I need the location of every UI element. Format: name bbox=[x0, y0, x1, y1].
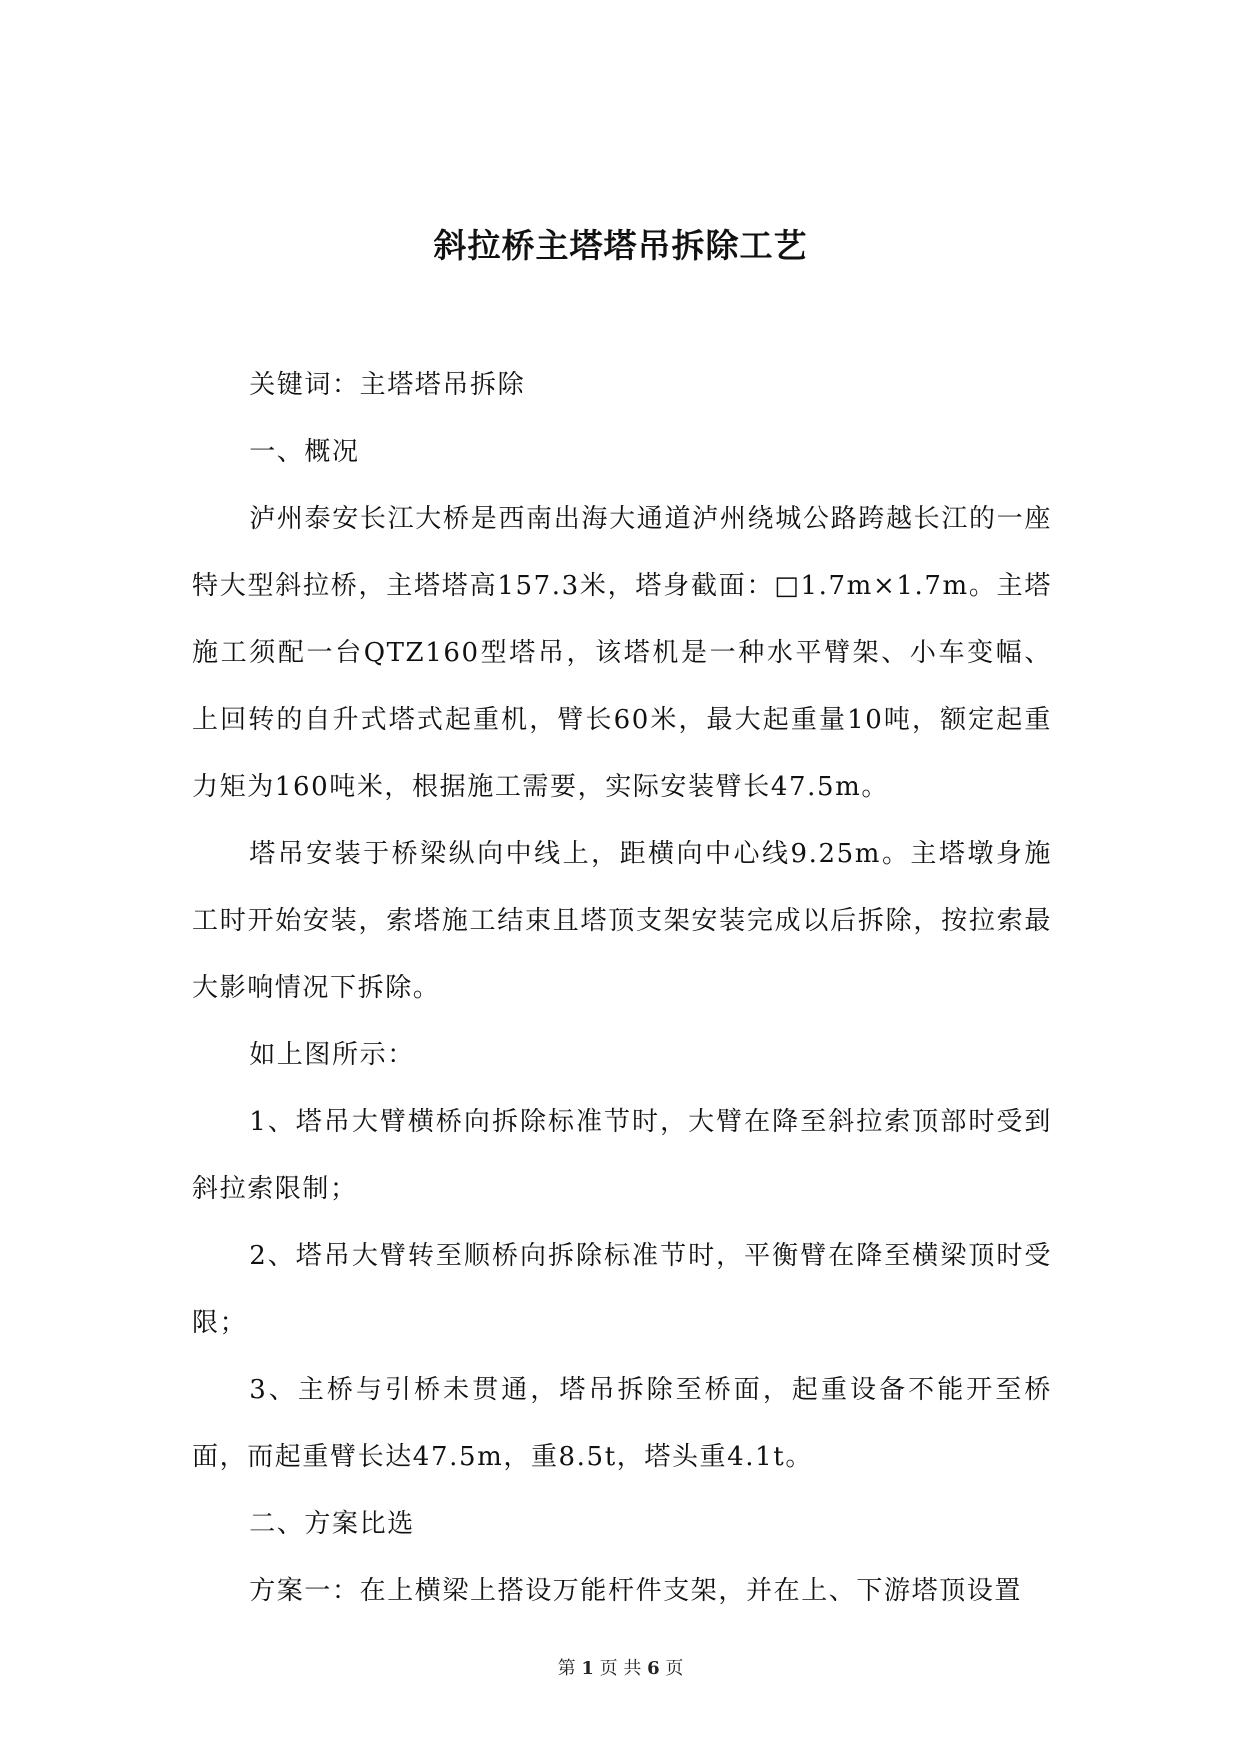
document-body bbox=[192, 352, 1052, 1625]
section-heading-overview: 一、概况 bbox=[249, 437, 360, 467]
paragraph-overview: 泸州泰安长江大桥是西南出海大通道泸州绕城公路跨越长江的一座特大型斜拉桥，主塔塔高157.3米，塔身截面：□1.7m×1.7m。主塔施工须配一台QTZ160型塔吊，该塔机是一种水平臂架、小车变幅、上回转的自升式塔式起重机，臂长60米，最大起重量10吨，额定起重力矩为160吨米，根据施工需要，实际安装臂长47.5m。 bbox=[192, 504, 1052, 802]
paragraph-option-1: 方案一：在上横梁上搭设万能杆件支架，并在上、下游塔顶设置 bbox=[249, 1576, 1022, 1606]
page-footer bbox=[0, 1657, 1241, 1681]
paragraph-item-3: 3、主桥与引桥未贯通，塔吊拆除至桥面，起重设备不能开至桥面，而起重臂长达47.5m，重8.5t，塔头重4.1t。 bbox=[192, 1375, 1052, 1472]
paragraph-figure-reference: 如上图所示： bbox=[249, 1040, 415, 1070]
paragraph-keywords: 关键词：主塔塔吊拆除 bbox=[249, 370, 526, 400]
footer-middle: 页 共 bbox=[599, 1658, 642, 1679]
section-heading-comparison: 二、方案比选 bbox=[249, 1509, 415, 1539]
paragraph-item-2: 2、塔吊大臂转至顺桥向拆除标准节时，平衡臂在降至横梁顶时受限； bbox=[192, 1241, 1052, 1338]
footer-page-number: 1 bbox=[581, 1658, 594, 1679]
footer-prefix: 第 bbox=[557, 1658, 576, 1679]
footer-suffix: 页 bbox=[665, 1658, 684, 1679]
paragraph-installation: 塔吊安装于桥梁纵向中线上，距横向中心线9.25m。主塔墩身施工时开始安装，索塔施工结束且塔顶支架安装完成以后拆除，按拉索最大影响情况下拆除。 bbox=[192, 839, 1052, 1003]
document-title: 斜拉桥主塔塔吊拆除工艺 bbox=[433, 226, 808, 265]
paragraph-item-1: 1、塔吊大臂横桥向拆除标准节时，大臂在降至斜拉索顶部时受到斜拉索限制； bbox=[192, 1107, 1052, 1204]
footer-total-pages: 6 bbox=[647, 1658, 660, 1679]
